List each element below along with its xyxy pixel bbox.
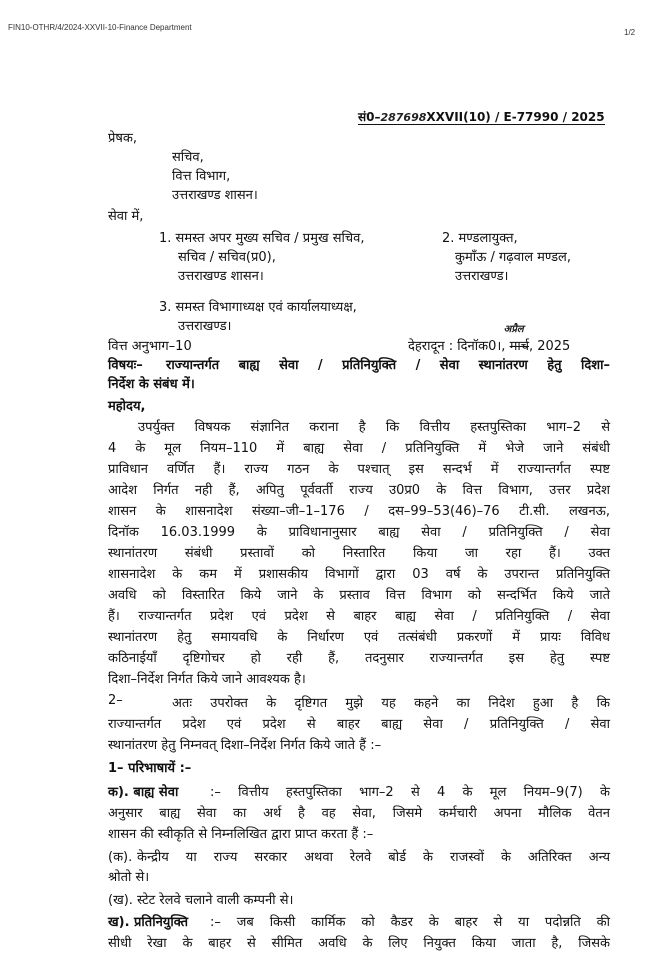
recipient-3-line: उत्तराखण्ड। — [178, 319, 232, 334]
definition-term: ख). प्रतिनियुक्ति — [108, 915, 189, 930]
para1-line: दिशा–निर्देश निर्गत किये जाने आवश्यक है। — [108, 672, 306, 687]
date-year: 2025 — [537, 339, 571, 354]
recipient-1-line: उत्तराखण्ड शासन। — [178, 269, 264, 284]
para1-line: उपर्युक्त विषयक संज्ञानित कराना है कि वित्तीय हस्तपुस्तिका भाग–2 से — [138, 420, 610, 435]
para1-line: स्थानांतरण हेतु समायवधि के निर्धारण एवं तत्संबंधी प्रकरणों में प्रायः विविध — [108, 630, 610, 645]
date-month-struck: मार्च — [509, 339, 529, 354]
para2-number: 2– — [108, 693, 123, 708]
definition-line: अनुसार बाह्य सेवा का अर्थ है वह सेवा, जिसमे कर्मचारी अपना मौलिक वेतन — [108, 806, 610, 821]
sender-line: सचिव, — [172, 150, 204, 165]
recipient-1-line: सचिव / सचिव(प्र0), — [178, 250, 276, 265]
definition-line: शासन की स्वीकृति से निम्नलिखित द्वारा प्राप्त करता हैं :– — [108, 827, 374, 842]
definition-line: सीधी रेखा के बाहर से सीमित अवधि के लिए नियुक्त किया जाता है, जिसके — [108, 936, 610, 951]
para1-line: शासन के शासनादेश संख्या–जी–1–176 / दस–99–53(46)–76 टी.सी. लखनऊ, — [108, 504, 610, 519]
recipient-2-line: उत्तराखण्ड। — [455, 269, 509, 284]
sub-item-line: श्रोतो से। — [108, 870, 150, 885]
date-prefix: देहरादून : दिनॉक — [408, 339, 489, 354]
subject-line: राज्यान्तर्गत बाह्य सेवा / प्रतिनियुक्ति / सेवा स्थानांतरण हेतु दिशा– — [166, 358, 610, 373]
sender-line: उत्तराखण्ड शासन। — [172, 188, 258, 203]
recipient-2-line: 2. मण्डलायुक्त, — [442, 231, 518, 246]
ref-handwritten-number: 287698 — [380, 111, 427, 124]
subject-label: विषयः– — [108, 358, 143, 373]
subject-line: निर्देश के संबंध में। — [108, 377, 195, 392]
para1-line: कठिनाईयॉं दृष्टिगोचर हो रही हैं, तदनुसार राज्यान्तर्गत इस हेतु स्पष्ट — [108, 651, 610, 666]
para1-line: स्थानांतरण संबंधी प्रस्तावों को निस्तारित किया जा रहा हैं। उक्त — [108, 546, 610, 561]
para1-line: आदेश निर्गत नही हैं, अपितु पूर्ववर्ती राज्य उ0प्र0 के वित्त विभाग, उत्तर प्रदेश — [108, 483, 610, 498]
date-month — [503, 324, 529, 354]
sub-item-line: केन्द्रीय या राज्य सरकार अथवा रेलवे बोर्ड के राजस्वों के अतिरिक्त अन्य — [137, 850, 610, 865]
sender-line: वित्त विभाग, — [172, 169, 231, 184]
para2-line: राज्यान्तर्गत प्रदेश एवं प्रदेश से बाहर बाह्य सेवा / प्रतिनियुक्ति / सेवा — [108, 717, 610, 732]
date-day: 0। — [488, 339, 502, 354]
recipients-label: सेवा में, — [108, 209, 144, 224]
definition-line: :– जब किसी कार्मिक को कैडर के बाहर से या पदोन्नति की — [210, 915, 610, 930]
ref-suffix: XXVII(10) / E-77990 / 2025 — [426, 110, 605, 124]
para1-line: शासनादेश के कम में प्रशासकीय विभागों द्वारा 03 वर्ष के उपरान्त प्रतिनियुक्ति — [108, 567, 610, 582]
salutation: महोदय, — [108, 399, 146, 414]
ref-prefix: सं0– — [358, 110, 381, 124]
recipient-3-line: 3. समस्त विभागाध्यक्ष एवं कार्यालयाध्यक्ष, — [159, 300, 357, 315]
recipient-1-line: 1. समस्त अपर मुख्य सचिव / प्रमुख सचिव, — [159, 231, 365, 246]
date-line: देहरादून : दिनॉक0।, मार्च अप्रैल , 2025 — [408, 336, 570, 354]
reference-number — [358, 110, 605, 125]
para1-line: हैं। राज्यान्तर्गत प्रदेश एवं प्रदेश से बाहर बाह्य सेवा / प्रतिनियुक्ति / सेवा — [108, 609, 610, 624]
para1-line: प्राविधान वर्णित हैं। राज्य गठन के पश्चात् इस सन्दर्भ में राज्यान्तर्गत स्पष्ट — [108, 462, 610, 477]
para1-line: दिनॉक 16.03.1999 के प्राविधानानुसार बाह्य सेवा / प्रतिनियुक्ति / सेवा — [108, 525, 610, 540]
definition-term: क). बाह्य सेवा — [108, 785, 179, 800]
page-number: 1/2 — [624, 28, 636, 37]
date-month-handwritten: अप्रैल — [503, 324, 524, 335]
sub-item-label: (क). — [108, 850, 133, 865]
recipient-2-line: कुमाँऊ / गढ़वाल मण्डल, — [455, 250, 572, 265]
definitions-heading: 1– परिभाषायें :– — [108, 761, 192, 776]
para1-line: 4 के मूल नियम–110 में बाह्य सेवा / प्रतिनियुक्ति में भेजे जाने संबंधी — [108, 441, 610, 456]
sub-item-line: (ख). स्टेट रेलवे चलाने वाली कम्पनी से। — [108, 893, 294, 908]
section-name: वित्त अनुभाग–10 — [108, 339, 192, 354]
definition-line: :– वित्तीय हस्तपुस्तिका भाग–2 से 4 के मूल नियम–9(7) के — [210, 785, 610, 800]
sender-label: प्रेषक, — [108, 131, 138, 146]
para2-line: अतः उपरोक्त के दृष्टिगत मुझे यह कहने का निदेश हुआ है कि — [172, 696, 610, 711]
file-reference: FIN10-OTHR/4/2024-XXVII-10-Finance Department — [8, 23, 192, 32]
para1-line: अवधि को विस्तारित किये जाने के प्रस्ताव वित्त विभाग को सन्दर्भित किये जाते — [108, 588, 610, 603]
para2-line: स्थानांतरण हेतु निम्नवत् दिशा–निर्देश निर्गत किये जाते हैं :– — [108, 738, 382, 753]
